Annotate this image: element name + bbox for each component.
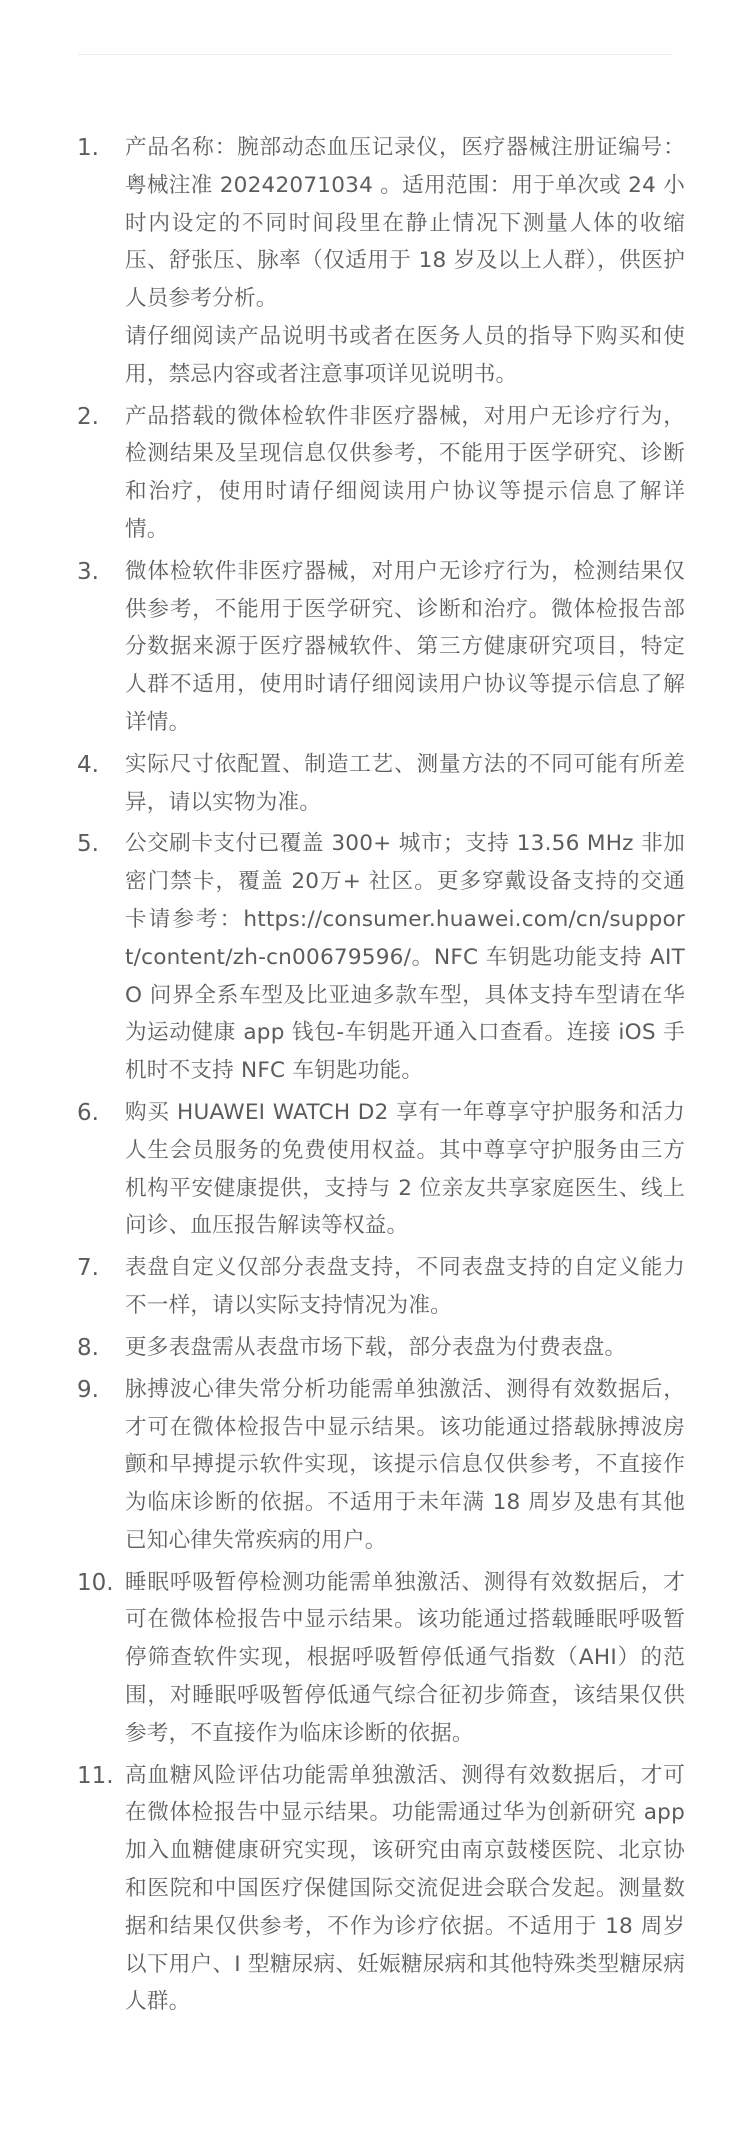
footnote-item xyxy=(0,746,750,822)
footnote-item xyxy=(0,553,750,742)
footnote-number: 9. xyxy=(77,1376,99,1403)
footnote-item xyxy=(0,825,750,1090)
footnote-body xyxy=(125,825,685,1090)
footnote-number: 11. xyxy=(77,1762,114,1789)
footnote-body xyxy=(125,129,685,394)
footnote-item xyxy=(0,1249,750,1325)
footnote-number: 10. xyxy=(77,1569,114,1596)
footnote-body xyxy=(125,398,685,549)
footnote-body xyxy=(125,1094,685,1245)
footnote-body xyxy=(125,1329,685,1367)
footnote-item xyxy=(0,129,750,394)
footnote-body xyxy=(125,746,685,822)
footnote-text: 产品搭载的微体检软件非医疗器械，对用户无诊疗行为，检测结果及呈现信息仅供参考，不能用于医学研究、诊断和治疗，使用时请仔细阅读用户协议等提示信息了解详情。 xyxy=(125,403,685,542)
footnote-text: 脉搏波心律失常分析功能需单独激活、测得有效数据后，才可在微体检报告中显示结果。该功能通过搭载脉搏波房颤和早搏提示软件实现，该提示信息仅供参考，不直接作为临床诊断的依据。不适用于未年满 18 周岁及患有其他已知心律失常疾病的用户。 xyxy=(125,1376,685,1553)
footnote-number: 7. xyxy=(77,1255,99,1282)
footnote-item xyxy=(0,398,750,549)
footnote-text: 请仔细阅读产品说明书或者在医务人员的指导下购买和使用，禁忌内容或者注意事项详见说明书。 xyxy=(125,323,685,387)
footnote-list xyxy=(0,129,750,2025)
footnote-item xyxy=(0,1564,750,1753)
footnote-item xyxy=(0,1371,750,1560)
footnote-item xyxy=(0,1094,750,1245)
footnote-number: 5. xyxy=(77,831,99,858)
footnote-text: 高血糖风险评估功能需单独激活、测得有效数据后，才可在微体检报告中显示结果。功能需通过华为创新研究 app 加入血糖健康研究实现，该研究由南京鼓楼医院、北京协和医院和中国医疗保健国际交流促进会联合发起。测量数据和结果仅供参考，不作为诊疗依据。不适用于 18 周岁以下用户、I 型糖尿病、妊娠糖尿病和其他特殊类型糖尿病人群。 xyxy=(125,1762,685,2015)
footnote-number: 6. xyxy=(77,1099,99,1126)
footnote-body xyxy=(125,1371,685,1560)
top-divider xyxy=(78,54,672,55)
footnote-text: 睡眠呼吸暂停检测功能需单独激活、测得有效数据后，才可在微体检报告中显示结果。该功能通过搭载睡眠呼吸暂停筛查软件实现，根据呼吸暂停低通气指数（AHI）的范围，对睡眠呼吸暂停低通气综合征初步筛查，该结果仅供参考，不直接作为临床诊断的依据。 xyxy=(125,1569,685,1746)
footnote-text: 更多表盘需从表盘市场下载，部分表盘为付费表盘。 xyxy=(125,1334,627,1360)
footnote-number: 4. xyxy=(77,751,99,778)
footnote-number: 2. xyxy=(77,403,99,430)
footnote-body xyxy=(125,553,685,742)
footnote-body xyxy=(125,1249,685,1325)
footnote-text: 购买 HUAWEI WATCH D2 享有一年尊享守护服务和活力人生会员服务的免费使用权益。其中尊享守护服务由三方机构平安健康提供，支持与 2 位亲友共享家庭医生、线上问诊、血压报告解读等权益。 xyxy=(125,1099,685,1239)
footnote-item xyxy=(0,1757,750,2022)
footnote-body xyxy=(125,1564,685,1753)
footnote-text: 微体检软件非医疗器械，对用户无诊疗行为，检测结果仅供参考，不能用于医学研究、诊断和治疗。微体检报告部分数据来源于医疗器械软件、第三方健康研究项目，特定人群不适用，使用时请仔细阅读用户协议等提示信息了解详情。 xyxy=(125,558,685,735)
footnote-text: 产品名称：腕部动态血压记录仪，医疗器械注册证编号：粤械注准 20242071034 。适用范围：用于单次或 24 小时内设定的不同时间段里在静止情况下测量人体的收缩压、舒张压、脉率（仅适用于 18 岁及以上人群），供医护人员参考分析。 xyxy=(125,135,685,312)
footnote-item xyxy=(0,1329,750,1367)
footnote-text: 实际尺寸依配置、制造工艺、测量方法的不同可能有所差异，请以实物为准。 xyxy=(125,751,685,815)
footnote-body xyxy=(125,1757,685,2022)
footnote-text: 公交刷卡支付已覆盖 300+ 城市；支持 13.56 MHz 非加密门禁卡，覆盖 20万+ 社区。更多穿戴设备支持的交通卡请参考：https://consumer.huawei.com/cn/support/content/zh-cn00679596/。NFC 车钥匙功能支持 AITO 问界全系车型及比亚迪多款车型，具体支持车型请在华为运动健康 app 钱包-车钥匙开通入口查看。连接 iOS 手机时不支持 NFC 车钥匙功能。 xyxy=(125,831,685,1084)
footnote-number: 8. xyxy=(77,1334,99,1361)
footnote-number: 3. xyxy=(77,558,99,585)
footnote-number: 1. xyxy=(77,135,99,161)
footnote-text: 表盘自定义仅部分表盘支持，不同表盘支持的自定义能力不一样，请以实际支持情况为准。 xyxy=(125,1255,685,1318)
